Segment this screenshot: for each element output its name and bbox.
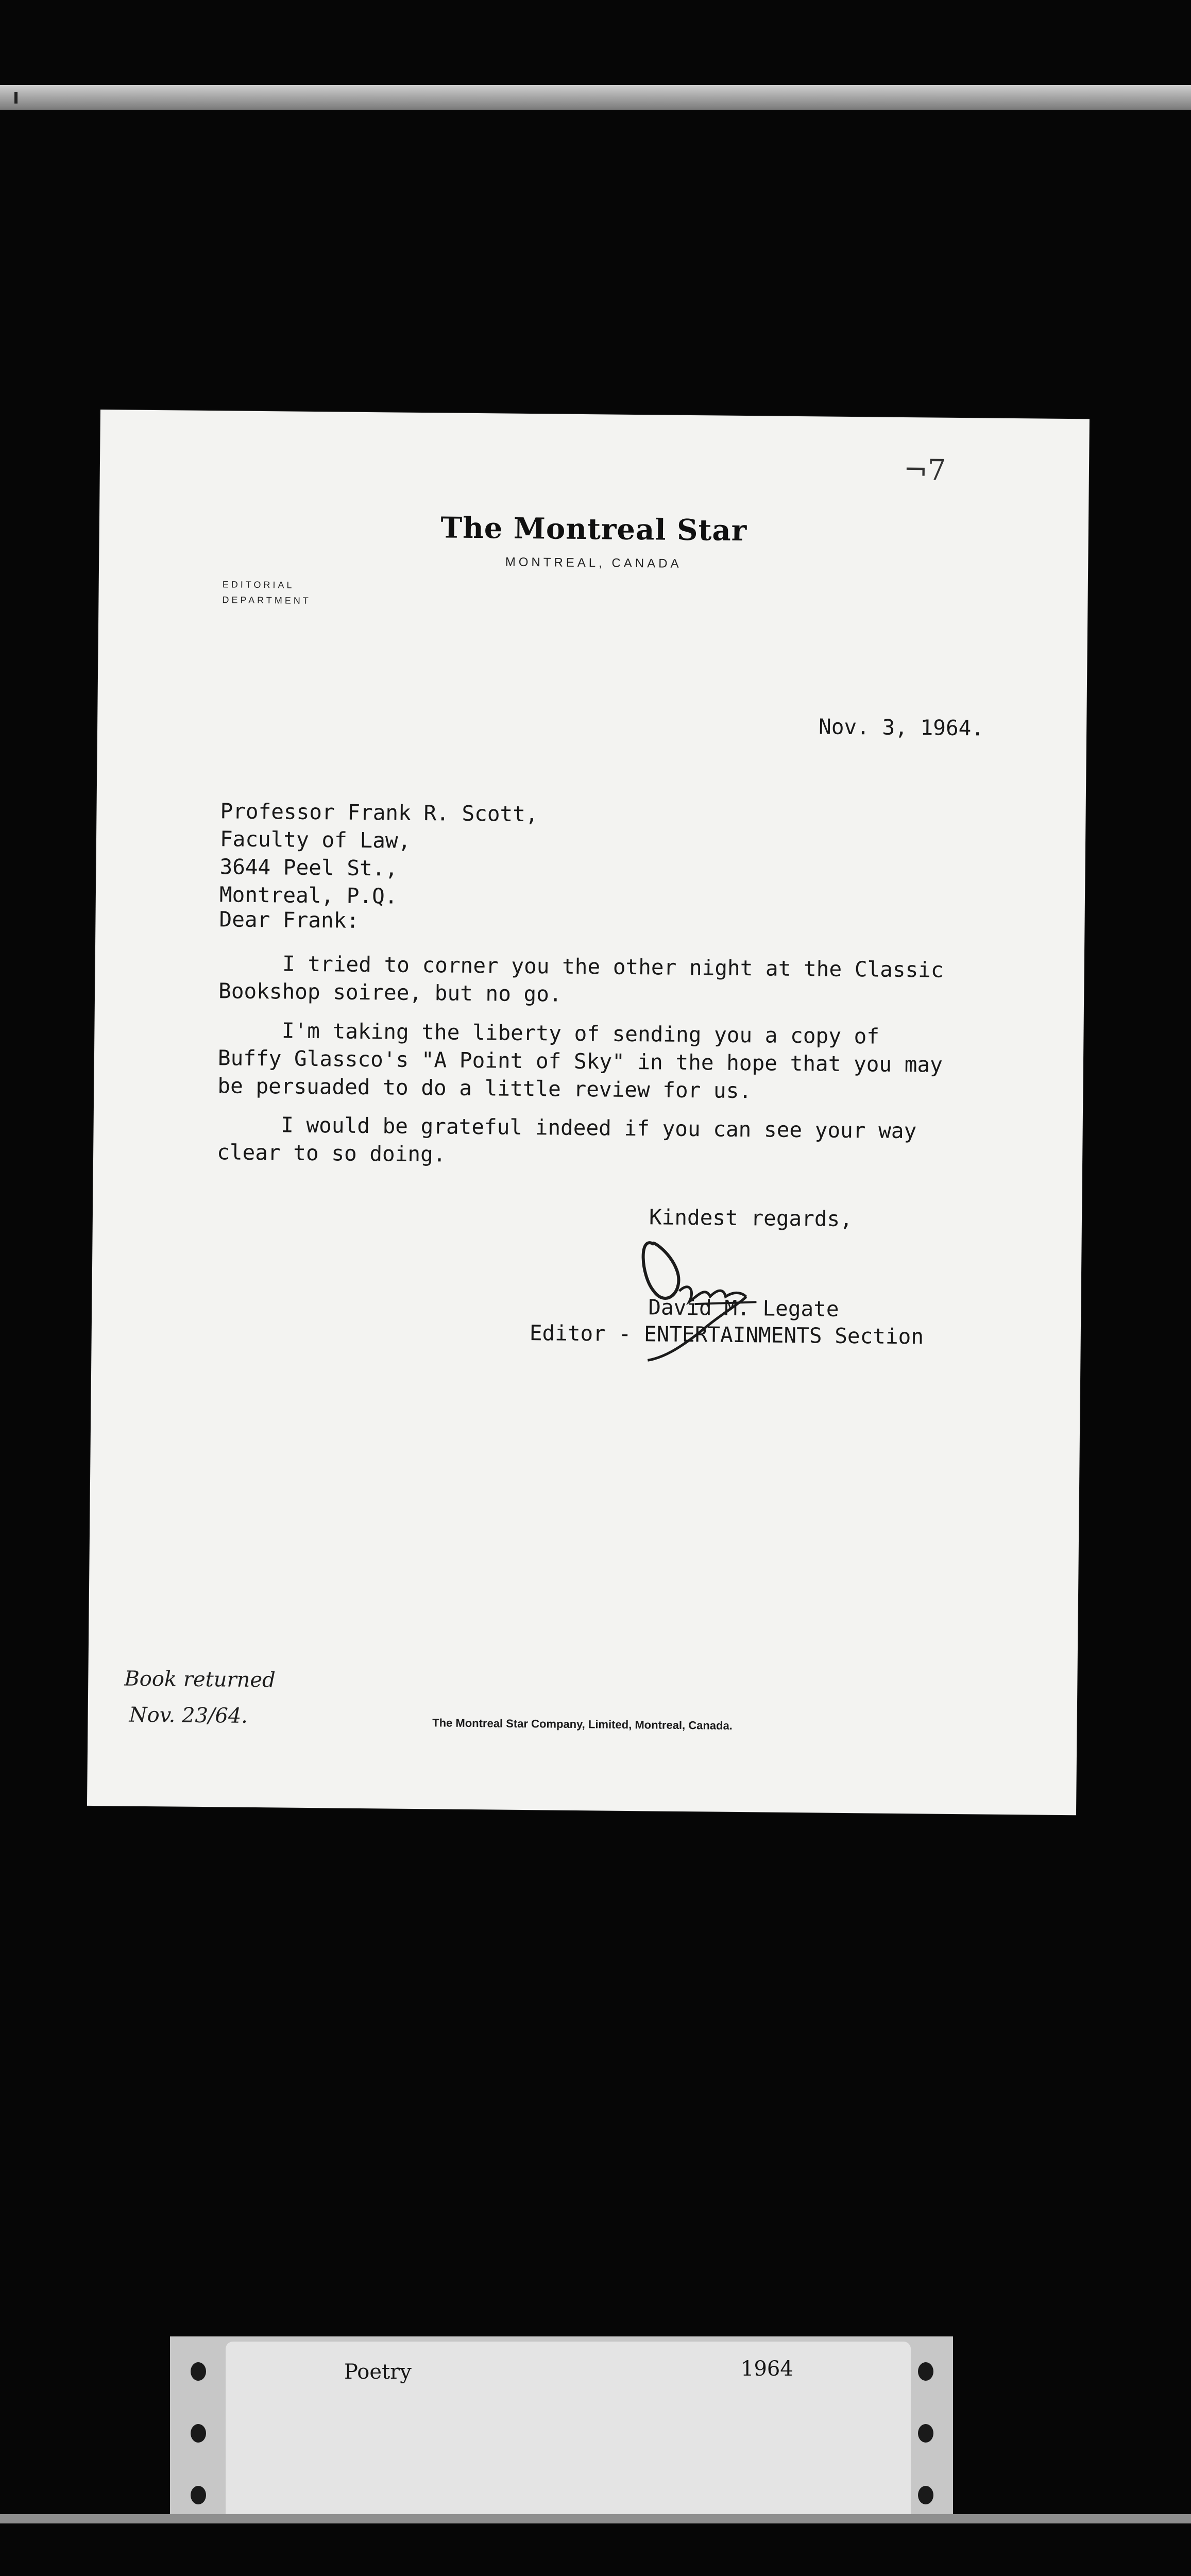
handwritten-note-line-1: Book returned [124, 1667, 276, 1692]
film-edge-strip-bottom [0, 2514, 1191, 2523]
body-line: Buffy Glassco's "A Point of Sky" in the hope that you may [217, 1045, 943, 1077]
newspaper-masthead: The Montreal Star [440, 511, 747, 548]
punch-hole [918, 2424, 933, 2443]
body-paragraph-1 [218, 949, 944, 1012]
letter-date: Nov. 3, 1964. [818, 714, 984, 741]
punch-hole [918, 2362, 933, 2381]
film-tick-mark [14, 92, 18, 104]
letter-page [87, 410, 1090, 1815]
department-line-2: DEPARTMENT [222, 595, 311, 606]
body-line: be persuaded to do a little review for us. [217, 1073, 752, 1104]
body-line: I tried to corner you the other night at the Classic [218, 951, 944, 982]
archive-label-card [226, 2342, 911, 2522]
signer-name: David M. Legate [648, 1295, 839, 1321]
corner-handwritten-mark: ¬7 [903, 453, 946, 487]
handwritten-note-line-2: Nov. 23/64. [129, 1703, 248, 1728]
body-line: I would be grateful indeed if you can see your way [217, 1112, 917, 1144]
salutation: Dear Frank: [219, 907, 360, 933]
label-subject: Poetry [344, 2360, 412, 2384]
punch-hole [191, 2424, 206, 2443]
body-line: I'm taking the liberty of sending you a copy of [218, 1018, 880, 1049]
department-label [222, 577, 311, 608]
body-paragraph-3 [217, 1110, 917, 1173]
punch-hole [191, 2362, 206, 2381]
department-line-1: EDITORIAL [222, 579, 295, 590]
signature-stroke [643, 1243, 679, 1298]
address-line: 3644 Peel St., [219, 854, 398, 881]
address-line: Faculty of Law, [219, 826, 411, 853]
body-line: Bookshop soiree, but no go. [218, 978, 562, 1007]
address-line: Professor Frank R. Scott, [220, 799, 538, 827]
closing: Kindest regards, [649, 1205, 853, 1232]
signer-title: Editor - ENTERTAINMENTS Section [529, 1320, 924, 1349]
archive-label-strip [170, 2336, 953, 2522]
letterhead-footer: The Montreal Star Company, Limited, Montreal, Canada. [432, 1716, 733, 1732]
punch-hole [918, 2486, 933, 2504]
punch-hole [191, 2486, 206, 2504]
recipient-address [219, 797, 538, 911]
address-line: Montreal, P.Q. [219, 882, 398, 909]
label-year: 1964 [741, 2357, 793, 2381]
masthead-location: MONTREAL, CANADA [505, 555, 682, 571]
body-paragraph-2 [217, 1016, 943, 1106]
body-line: clear to so doing. [216, 1140, 446, 1167]
film-edge-strip [0, 85, 1191, 110]
